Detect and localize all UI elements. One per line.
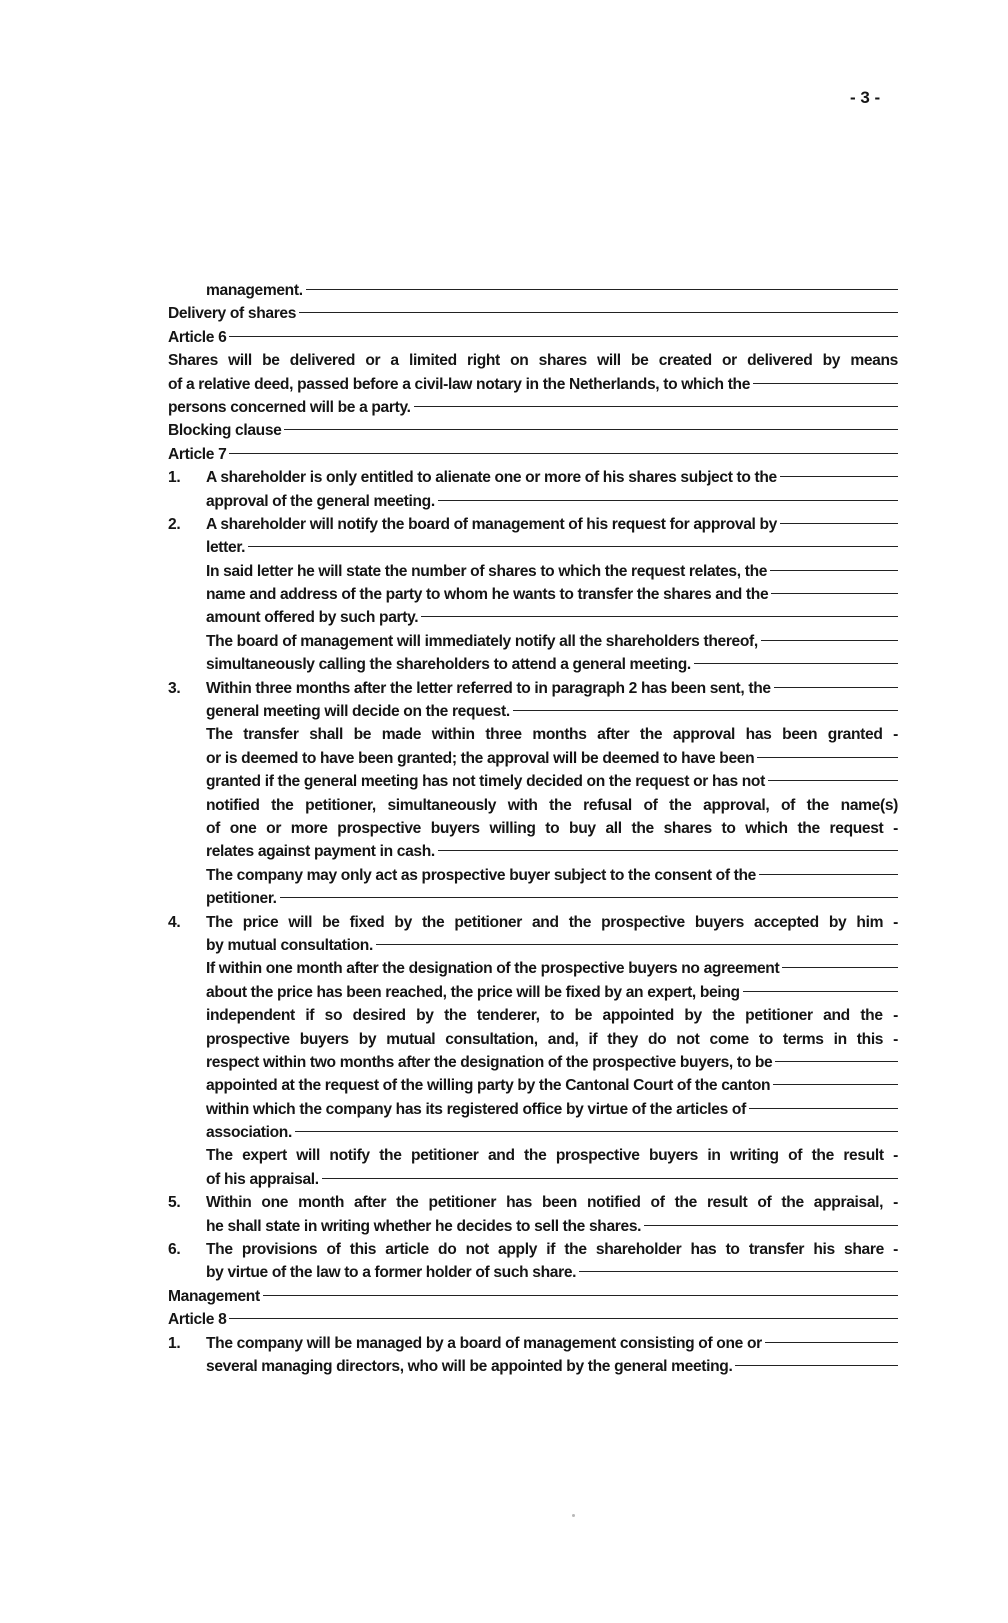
line-text: respect within two months after the designation of the prospective buyers, to be (206, 1053, 773, 1071)
numbered-paragraph-line (168, 466, 898, 489)
paragraph-number: 2. (168, 515, 181, 533)
paragraph-line (168, 747, 898, 770)
line-text: persons concerned will be a party. (168, 398, 411, 416)
paragraph-line (168, 840, 898, 863)
paragraph-line (168, 396, 898, 419)
line-text: several managing directors, who will be appointed by the general meeting. (206, 1357, 733, 1375)
paragraph-number: 1. (168, 469, 181, 487)
paragraph-line (168, 349, 898, 372)
paragraph-line (168, 1028, 898, 1051)
line-text: The company may only act as prospective buyer subject to the consent of the (206, 866, 756, 884)
line-text: Article 7 (168, 445, 227, 463)
line-text: appointed at the request of the willing party by the Cantonal Court of the canton (206, 1077, 771, 1095)
paragraph-line (168, 723, 898, 746)
paragraph-line (168, 373, 898, 396)
line-text: Delivery of shares (168, 305, 297, 323)
paragraph-line (168, 934, 898, 957)
line-text: general meeting will decide on the request. (206, 703, 510, 721)
line-text: by mutual consultation. (206, 936, 373, 954)
line-text: A shareholder will notify the board of management of his request for approval by (206, 515, 778, 533)
line-text: Within three months after the letter referred to in paragraph 2 has been sent, the (206, 679, 771, 697)
line-text: petitioner. (206, 890, 277, 908)
paragraph-line (168, 1074, 898, 1097)
line-text: notified the petitioner, simultaneously with the refusal of the approval, of the name(s) (206, 796, 898, 814)
numbered-paragraph-line (168, 1191, 898, 1214)
line-text: The provisions of this article do not apply if the shareholder has to transfer his share - (206, 1241, 898, 1259)
line-text: simultaneously calling the shareholders to attend a general meeting. (206, 656, 691, 674)
paragraph-line (168, 887, 898, 910)
section-heading (168, 1285, 898, 1308)
line-text: he shall state in writing whether he decides to sell the shares. (206, 1217, 642, 1235)
line-text: of his appraisal. (206, 1170, 319, 1188)
line-text: of one or more prospective buyers willing to buy all the shares to which the request - (206, 819, 898, 837)
paragraph-number: 5. (168, 1194, 181, 1212)
paragraph-line (168, 1215, 898, 1238)
line-text: amount offered by such party. (206, 609, 419, 627)
paragraph-number: 1. (168, 1334, 181, 1352)
paragraph-line (168, 1261, 898, 1284)
paragraph-line (168, 770, 898, 793)
numbered-paragraph-line (168, 513, 898, 536)
section-heading (168, 443, 898, 466)
paragraph-line (168, 817, 898, 840)
paragraph-line (168, 981, 898, 1004)
numbered-paragraph-line (168, 911, 898, 934)
numbered-paragraph-line (168, 1238, 898, 1261)
paragraph-line (168, 1004, 898, 1027)
paragraph-line (168, 700, 898, 723)
paragraph-line (168, 583, 898, 606)
line-text: Within one month after the petitioner has been notified of the result of the appraisal, - (206, 1194, 898, 1212)
paragraph-line (168, 864, 898, 887)
paragraph-number: 6. (168, 1241, 181, 1259)
line-text: management. (206, 282, 303, 299)
paragraph-line (168, 490, 898, 513)
line-text: The board of management will immediately notify all the shareholders thereof, (206, 632, 758, 650)
paragraph-line (168, 1098, 898, 1121)
line-text: independent if so desired by the tenderer, to be appointed by the petitioner and the - (206, 1007, 898, 1025)
paragraph-line (168, 1144, 898, 1167)
line-text: within which the company has its registered office by virtue of the articles of (206, 1100, 746, 1118)
line-text: of a relative deed, passed before a civil-law notary in the Netherlands, to which the (168, 375, 751, 393)
section-heading (168, 1308, 898, 1331)
line-text: association. (206, 1124, 292, 1142)
paragraph-line (168, 653, 898, 676)
numbered-paragraph-line (168, 677, 898, 700)
line-text: Blocking clause (168, 422, 282, 440)
line-text: name and address of the party to whom he wants to transfer the shares and the (206, 586, 769, 604)
line-text: The transfer shall be made within three months after the approval has been granted - (206, 726, 898, 744)
line-text: approval of the general meeting. (206, 492, 435, 510)
paragraph-line (168, 606, 898, 629)
line-text: relates against payment in cash. (206, 843, 435, 861)
line-text: In said letter he will state the number of shares to which the request relates, the (206, 562, 768, 580)
line-text: about the price has been reached, the price will be fixed by an expert, being (206, 983, 740, 1001)
section-heading (168, 302, 898, 325)
line-text: prospective buyers by mutual consultation, and, if they do not come to terms in this - (206, 1030, 898, 1048)
line-text: A shareholder is only entitled to alienate one or more of his shares subject to the (206, 469, 777, 487)
paragraph-line (168, 630, 898, 653)
line-text: granted if the general meeting has not timely decided on the request or has not (206, 773, 765, 791)
numbered-paragraph-line (168, 1332, 898, 1355)
line-text: Article 8 (168, 1311, 227, 1329)
section-heading (168, 326, 898, 349)
paragraph-line (168, 279, 898, 302)
scan-speck (572, 1514, 575, 1517)
line-text: Management (168, 1287, 260, 1305)
line-text: If within one month after the designation of the prospective buyers no agreement (206, 960, 780, 978)
line-text: The price will be fixed by the petitioner and the prospective buyers accepted by him - (206, 913, 898, 931)
line-text: Article 6 (168, 328, 227, 346)
paragraph-line (168, 536, 898, 559)
paragraph-line (168, 957, 898, 980)
line-text: The expert will notify the petitioner and the prospective buyers in writing of the result - (206, 1147, 898, 1165)
paragraph-line (168, 1121, 898, 1144)
document-body (168, 279, 898, 1378)
paragraph-line (168, 1355, 898, 1378)
paragraph-number: 3. (168, 679, 181, 697)
paragraph-number: 4. (168, 913, 181, 931)
line-text: or is deemed to have been granted; the approval will be deemed to have been (206, 749, 755, 767)
line-text: by virtue of the law to a former holder of such share. (206, 1264, 577, 1282)
section-heading (168, 419, 898, 442)
paragraph-line (168, 1051, 898, 1074)
paragraph-line (168, 1168, 898, 1191)
line-text: letter. (206, 539, 246, 557)
paragraph-line (168, 560, 898, 583)
line-text: Shares will be delivered or a limited right on shares will be created or delivered by means (168, 352, 898, 370)
line-text: The company will be managed by a board of management consisting of one or (206, 1334, 762, 1352)
paragraph-line (168, 794, 898, 817)
page-number: - 3 - (850, 88, 881, 107)
